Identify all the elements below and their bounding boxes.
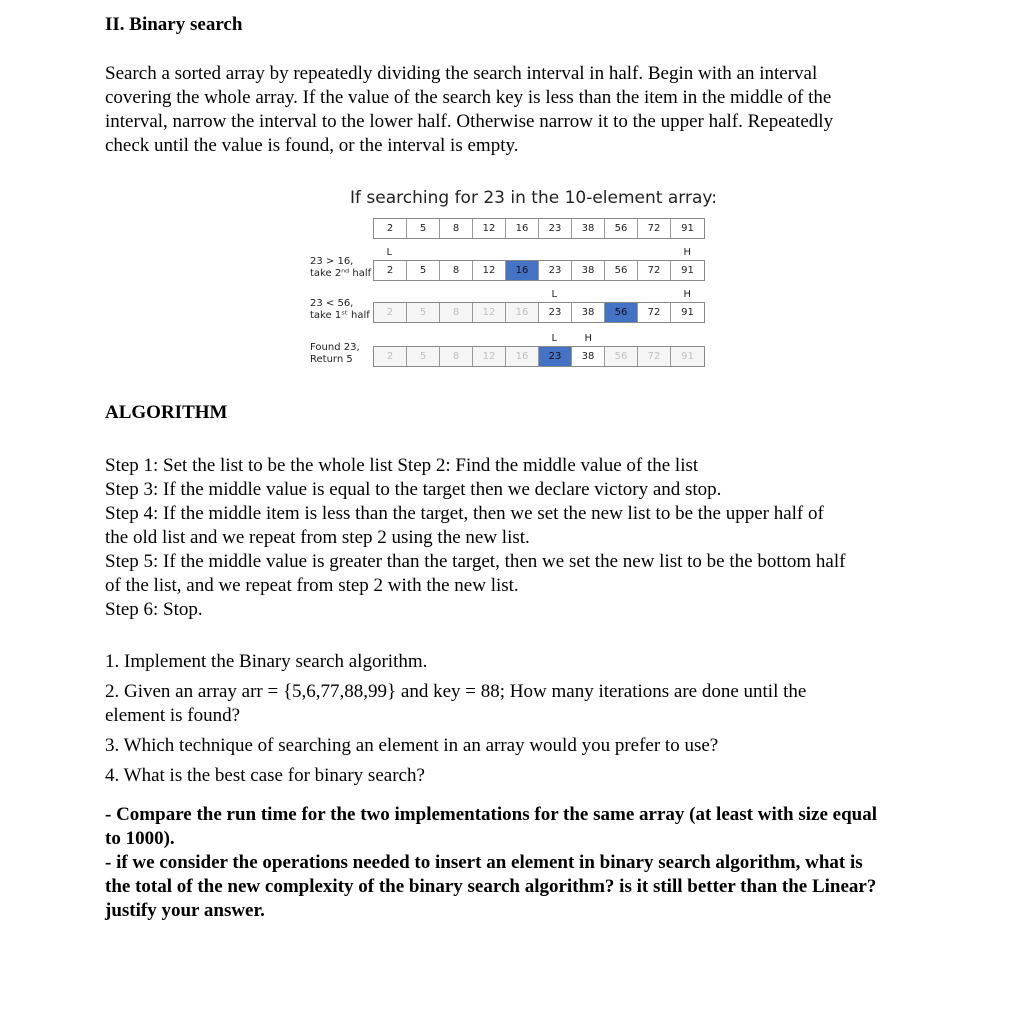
extra-tasks	[105, 803, 935, 923]
step-line: Step 3: If the middle value is equal to the target then we declare victory and stop.	[105, 479, 722, 500]
array-cell: 72	[638, 347, 671, 366]
array-cell: 56	[605, 261, 638, 280]
intro-line: check until the value is found, or the interval is empty.	[105, 135, 519, 156]
algorithm-heading: ALGORITHM	[105, 402, 228, 423]
array-cell: 23	[539, 303, 572, 322]
array-cell: 38	[572, 219, 605, 238]
step-line: Step 4: If the middle item is less than the target, then we set the new list to be the upper half of	[105, 503, 824, 524]
array-cell: 23	[539, 347, 572, 366]
step-line: Step 5: If the middle value is greater than the target, then we set the new list to be the bottom half	[105, 551, 846, 572]
array-cell: 16	[506, 303, 539, 322]
array-cell: 8	[440, 219, 473, 238]
array-cell: 12	[473, 261, 506, 280]
array-row	[373, 346, 705, 367]
low-marker: L	[386, 247, 393, 258]
array-cell: 8	[440, 347, 473, 366]
array-cell: 8	[440, 261, 473, 280]
row-label-line: 23 < 56,	[310, 298, 354, 309]
row-label	[310, 342, 360, 366]
extra-line: the total of the new complexity of the binary search algorithm? is it still better than the Linear?	[105, 876, 877, 897]
row-label-line: take 2ⁿᵈ half	[310, 268, 372, 279]
row-label-line: Return 5	[310, 354, 353, 365]
array-cell: 5	[407, 219, 440, 238]
extra-line: - Compare the run time for the two implementations for the same array (at least with size equal	[105, 804, 878, 825]
array-cell: 2	[374, 347, 407, 366]
array-cell: 16	[506, 347, 539, 366]
row-label-line: Found 23,	[310, 342, 360, 353]
question-line: element is found?	[105, 705, 241, 726]
array-cell: 72	[638, 261, 671, 280]
step-line: the old list and we repeat from step 2 using the new list.	[105, 527, 530, 548]
intro-line: Search a sorted array by repeatedly dividing the search interval in half. Begin with an interval	[105, 63, 818, 84]
figure-title: If searching for 23 in the 10-element array:	[350, 188, 717, 208]
array-cell: 56	[605, 303, 638, 322]
intro-line: interval, narrow the interval to the lower half. Otherwise narrow it to the upper half. Repeatedly	[105, 111, 834, 132]
array-cell: 72	[638, 303, 671, 322]
array-cell: 16	[506, 219, 539, 238]
step-line: Step 1: Set the list to be the whole list Step 2: Find the middle value of the list	[105, 455, 699, 476]
row-label-line: take 1ˢᵗ half	[310, 310, 370, 321]
extra-line: - if we consider the operations needed to insert an element in binary search algorithm, what is	[105, 852, 863, 873]
array-cell: 23	[539, 261, 572, 280]
high-marker: H	[683, 289, 692, 300]
array-cell: 56	[605, 347, 638, 366]
intro-paragraph	[105, 62, 925, 158]
array-cell: 38	[572, 347, 605, 366]
array-cell: 2	[374, 303, 407, 322]
high-marker: H	[683, 247, 692, 258]
question-line: 3. Which technique of searching an element in an array would you prefer to use?	[105, 735, 719, 756]
array-cell: 91	[681, 223, 694, 234]
question-line: 4. What is the best case for binary search?	[105, 765, 425, 786]
array-row	[373, 302, 705, 323]
array-row	[373, 260, 705, 281]
low-marker: L	[551, 289, 558, 300]
array-cell: 72	[638, 219, 671, 238]
array-cell: 12	[473, 347, 506, 366]
array-cell: 91	[671, 347, 704, 366]
questions-list	[105, 650, 935, 788]
array-cell: 8	[440, 303, 473, 322]
array-cell: 5	[407, 303, 440, 322]
array-cell: 38	[572, 303, 605, 322]
array-cell: 12	[473, 303, 506, 322]
high-marker: H	[584, 333, 593, 344]
array-cell: 2	[374, 219, 407, 238]
step-line: Step 6: Stop.	[105, 599, 203, 620]
row-label	[310, 298, 370, 322]
extra-line: to 1000).	[105, 828, 175, 849]
array-cell: 23	[539, 219, 572, 238]
section-heading: II. Binary search	[105, 14, 243, 35]
row-label	[310, 256, 371, 280]
algorithm-steps	[105, 454, 935, 622]
array-cell: 16	[506, 261, 539, 280]
array-cell: 56	[605, 219, 638, 238]
array-cell: 91	[681, 265, 694, 276]
array-cell: 2	[374, 261, 407, 280]
question-line: 2. Given an array arr = {5,6,77,88,99} and key = 88; How many iterations are done until the	[105, 681, 807, 702]
array-cell: 91	[681, 307, 694, 318]
extra-line: justify your answer.	[105, 900, 265, 921]
array-cell: 5	[407, 261, 440, 280]
step-line: of the list, and we repeat from step 2 with the new list.	[105, 575, 519, 596]
array-row	[373, 218, 705, 239]
row-label-line: 23 > 16,	[310, 256, 354, 267]
low-marker: L	[551, 333, 558, 344]
array-cell: 38	[572, 261, 605, 280]
array-cell: 5	[407, 347, 440, 366]
intro-line: covering the whole array. If the value of the search key is less than the item in the middle of the	[105, 87, 832, 108]
array-cell: 12	[473, 219, 506, 238]
question-line: 1. Implement the Binary search algorithm.	[105, 651, 428, 672]
